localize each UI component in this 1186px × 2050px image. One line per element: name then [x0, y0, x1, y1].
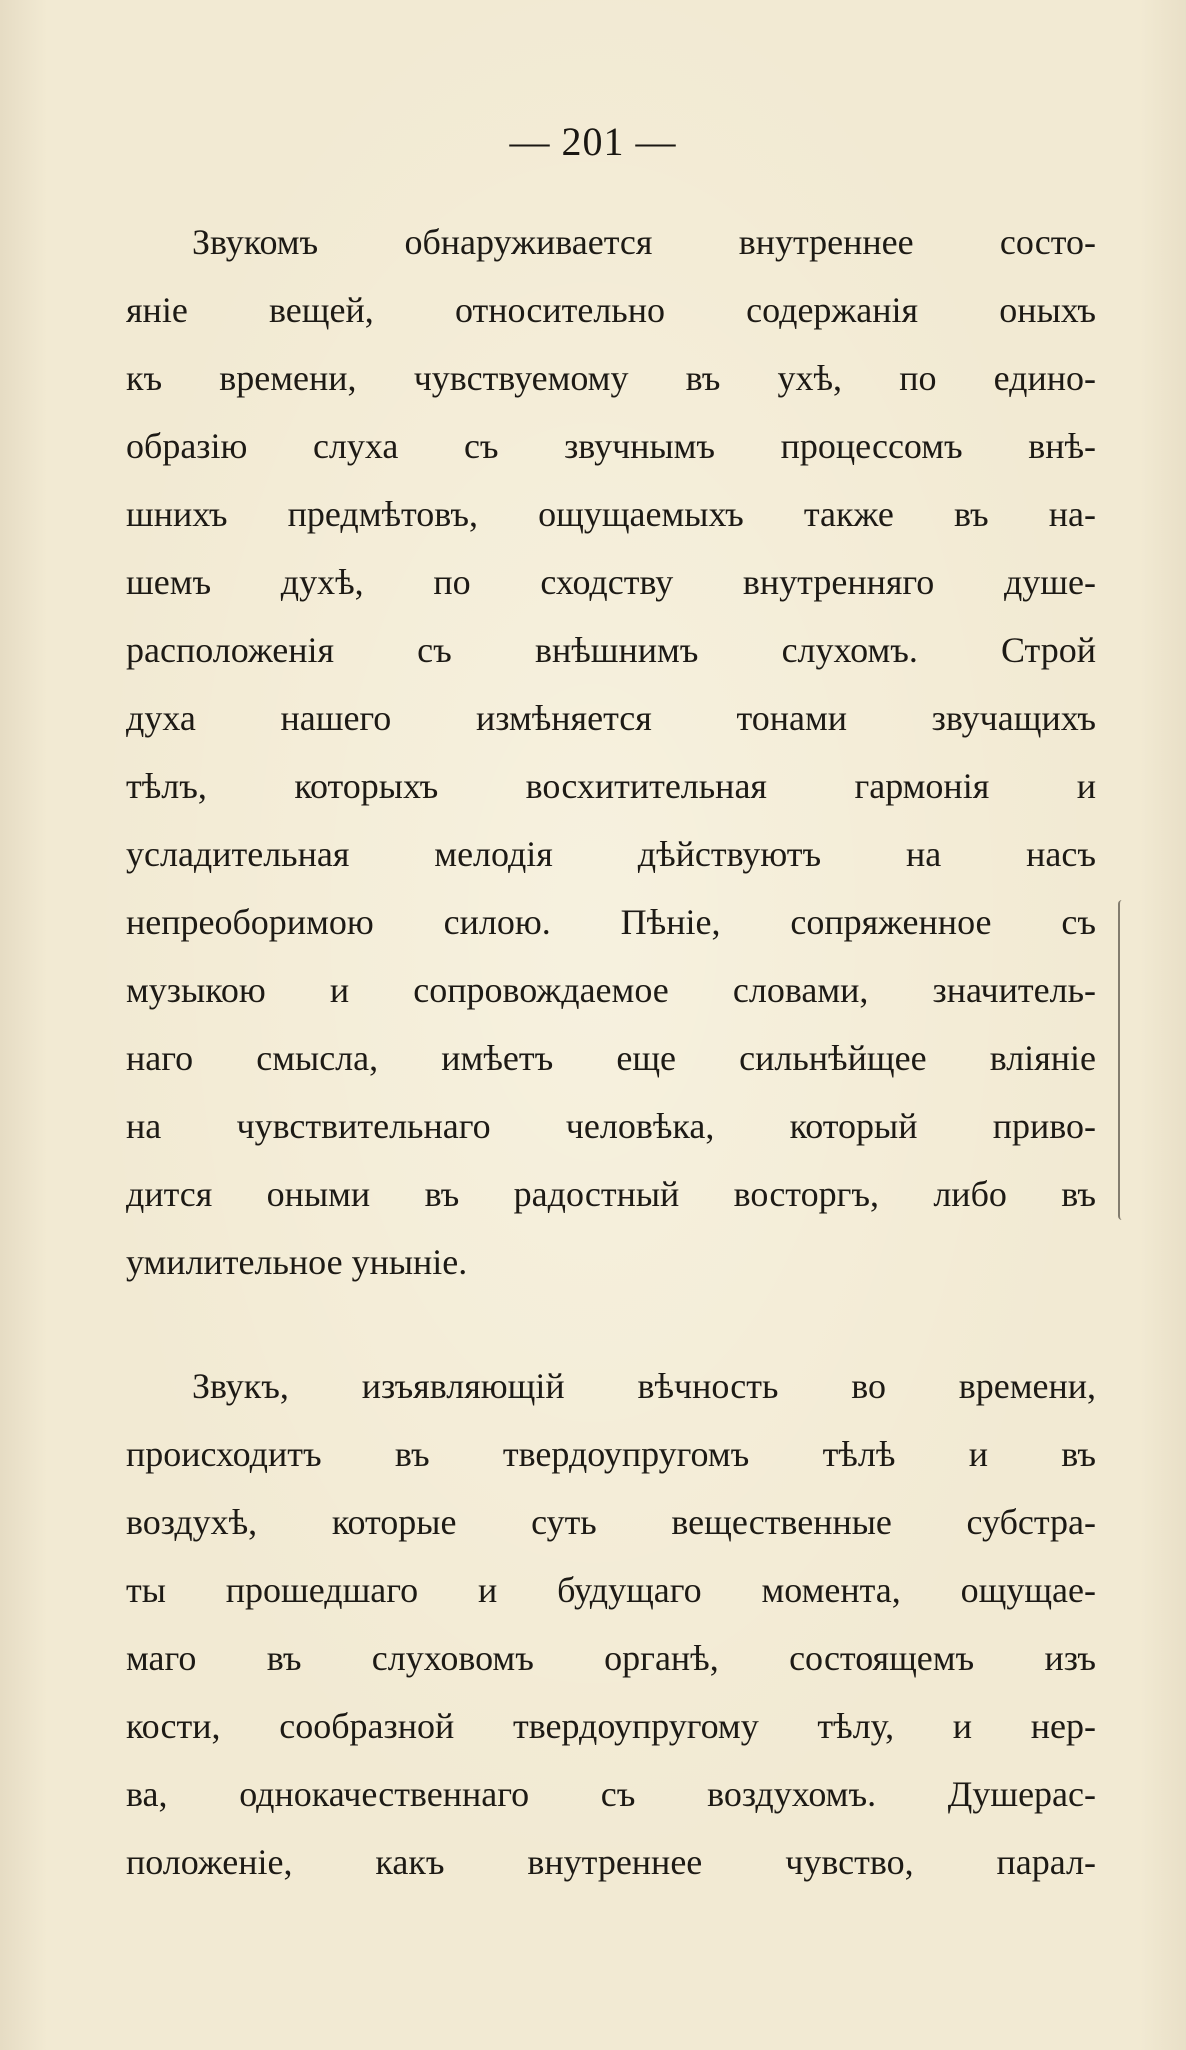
text-line: расположенiя съ внѣшнимъ слухомъ. Строй [126, 630, 1096, 670]
text-line: происходитъ въ твердоупругомъ тѣлѣ и въ [126, 1434, 1096, 1474]
text-line: умилительное унынiе. [126, 1242, 468, 1282]
text-line: ты прошедшаго и будущаго момента, ощущае- [126, 1570, 1096, 1610]
text-line: шемъ духѣ, по сходству внутренняго душе- [126, 562, 1096, 602]
paragraph-1 [126, 208, 1096, 1296]
text-line: усладительная мелодiя дѣйствуютъ на насъ [126, 834, 1096, 874]
text-line: положенiе, какъ внутреннее чувство, парал- [126, 1842, 1096, 1882]
text-line: Звукомъ обнаруживается внутреннее состо- [192, 222, 1096, 262]
text-line: Звукъ, изъявляющiй вѣчность во времени, [192, 1366, 1096, 1406]
text-line: на чувствительнаго человѣка, который приво- [126, 1106, 1096, 1146]
text-line: непреоборимою силою. Пѣнiе, сопряженное съ [126, 902, 1096, 942]
margin-pencil-mark [1118, 900, 1126, 1220]
text-line: къ времени, чувствуемому въ ухѣ, по едино- [126, 358, 1096, 398]
paragraph-2 [126, 1352, 1096, 1896]
text-line: янiе вещей, относительно содержанiя оныхъ [126, 290, 1096, 330]
text-line: кости, сообразной твердоупругому тѣлу, и нер- [126, 1706, 1096, 1746]
text-line: наго смысла, имѣетъ еще сильнѣйщее влiянiе [126, 1038, 1096, 1078]
text-line: музыкою и сопровождаемое словами, значитель- [126, 970, 1096, 1010]
text-line: шнихъ предмѣтовъ, ощущаемыхъ также въ на- [126, 494, 1096, 534]
page-number: — 201 — [509, 119, 677, 164]
text-line: тѣлъ, которыхъ восхитительная гармонiя и [126, 766, 1096, 806]
text-line: образiю слуха съ звучнымъ процессомъ внѣ- [126, 426, 1096, 466]
text-line: духа нашего измѣняется тонами звучащихъ [126, 698, 1096, 738]
text-line: воздухѣ, которые суть вещественные субстра- [126, 1502, 1096, 1542]
text-line: дится оными въ радостный восторгъ, либо въ [126, 1174, 1096, 1214]
text-line: ва, однокачественнаго съ воздухомъ. Душерас- [126, 1774, 1096, 1814]
text-line: маго въ слуховомъ органѣ, состоящемъ изъ [126, 1638, 1096, 1678]
